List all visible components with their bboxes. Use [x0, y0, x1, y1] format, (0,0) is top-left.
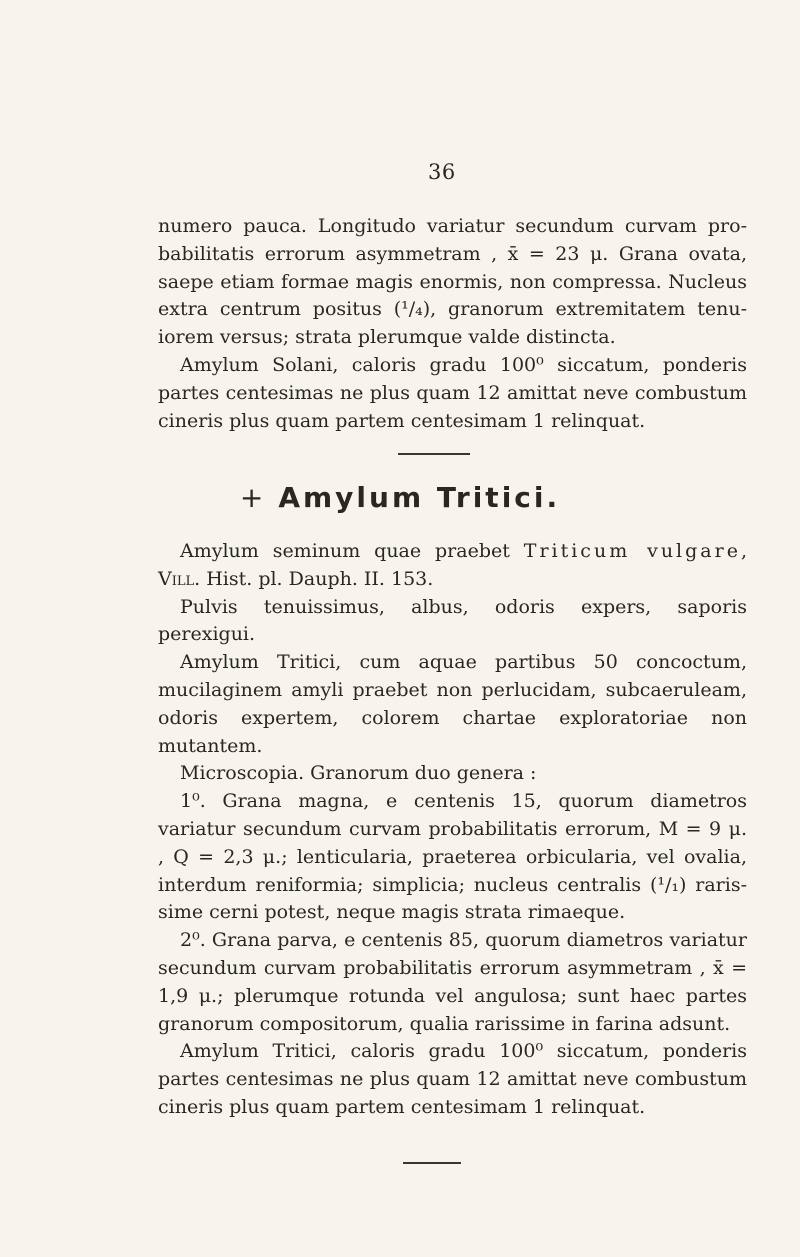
section-divider: [398, 453, 470, 455]
section-heading: [0, 481, 800, 514]
paragraph: numero pauca. Longitudo variatur secundum curvam probabilitatis errorum asymmetram , x̄ = 23 μ. Grana ovata, saepe etiam formae magis enormis, non compressa. Nucleus extra centrum positus (¹/₄), granorum extremitatem tenuiorem versus; strata plerumque valde distincta.: [158, 215, 747, 349]
section-title: Amylum Tritici.: [278, 481, 561, 514]
page-number: 36: [428, 160, 456, 184]
paragraph: 1⁰. Grana magna, e centenis 15, quorum diametros variatur secundum curvam probabilitatis errorum, M = 9 μ. , Q = 2,3 μ.; lenticularia, praeterea orbicularia, vel ovalia, interdum reniformia; simplicia; nucleus centralis (¹/₁) rarissime cerni potest, neque magis strata rimaeque.: [158, 790, 747, 924]
cross-icon: +: [239, 481, 267, 514]
author-abbrev: Vill.: [158, 567, 201, 590]
paragraph: [158, 538, 747, 594]
species-name: Triticum vulgare: [523, 540, 741, 562]
text-run: Hist. pl. Dauph. II. 153.: [200, 567, 434, 590]
text-run: ,: [740, 540, 748, 562]
paragraph: Amylum Tritici, caloris gradu 100⁰ siccatum, ponderis partes centesimas ne plus quam 12 amittat neve combustum cineris plus quam partem centesimam 1 relinquat.: [158, 1040, 747, 1118]
text-run: Amylum seminum quae praebet: [180, 540, 524, 562]
paragraph: Amylum Tritici, cum aquae partibus 50 concoctum, mucilaginem amyli praebet non perlucidam, subcaeruleam, odoris expertem, colorem chartae exploratoriae non mutantem.: [158, 651, 747, 757]
paragraph: Amylum Solani, caloris gradu 100⁰ siccatum, ponderis partes centesimas ne plus quam 12 amittat neve combustum cineris plus quam partem centesimam 1 relinquat.: [158, 353, 747, 432]
paragraph: Pulvis tenuissimus, albus, odoris expers, saporis perexigui.: [158, 595, 747, 646]
top-text-block: [158, 213, 747, 435]
paragraph: Microscopia. Granorum duo genera :: [180, 762, 537, 785]
paragraph: 2⁰. Grana parva, e centenis 85, quorum diametros variatur secundum curvam probabilitatis errorum asymmetram , x̄ = 1,9 μ.; plerumque rotunda vel angulosa; sunt haec partes granorum compositorum, qualia rarissime in farina adsunt.: [158, 929, 747, 1035]
bottom-text-block: [158, 538, 747, 1122]
end-divider: [403, 1162, 461, 1164]
